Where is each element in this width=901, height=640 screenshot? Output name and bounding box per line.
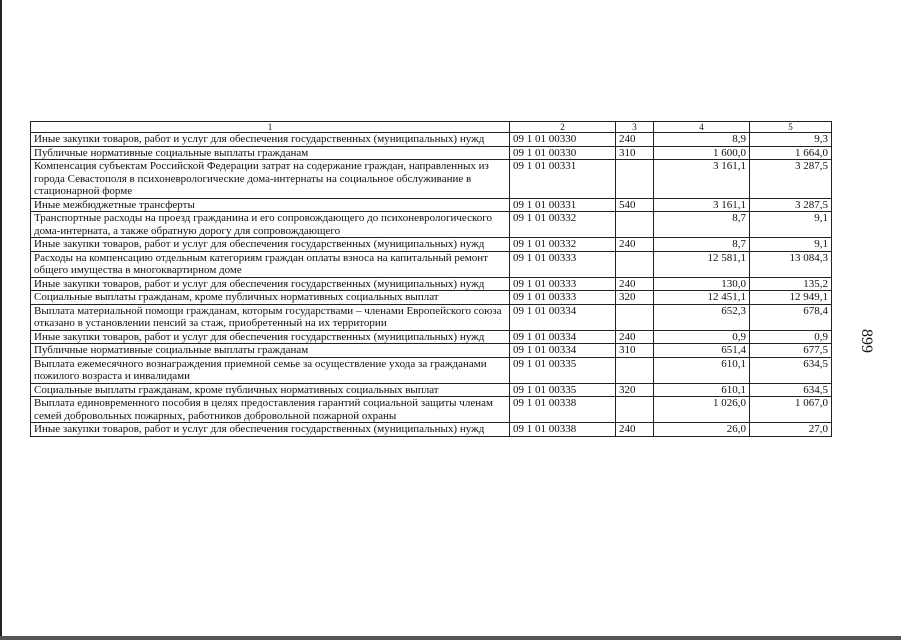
- amount-year2-cell: 678,4: [750, 304, 832, 330]
- expense-type-cell: 310: [616, 344, 654, 358]
- amount-year1-cell: 12 581,1: [654, 251, 750, 277]
- amount-year2-cell: 1 664,0: [750, 146, 832, 160]
- target-article-cell: 09 1 01 00338: [510, 397, 616, 423]
- target-article-cell: 09 1 01 00332: [510, 212, 616, 238]
- expense-name-cell: Иные межбюджетные трансферты: [31, 198, 510, 212]
- expense-name-cell: Публичные нормативные социальные выплаты гражданам: [31, 146, 510, 160]
- expense-type-cell: [616, 357, 654, 383]
- table-row: [31, 160, 832, 199]
- expense-type-cell: 540: [616, 198, 654, 212]
- amount-year2-cell: 9,1: [750, 212, 832, 238]
- expense-type-cell: 240: [616, 330, 654, 344]
- target-article-cell: 09 1 01 00333: [510, 251, 616, 277]
- amount-year2-cell: 1 067,0: [750, 397, 832, 423]
- expense-name-cell: Публичные нормативные социальные выплаты гражданам: [31, 344, 510, 358]
- target-article-cell: 09 1 01 00331: [510, 198, 616, 212]
- amount-year2-cell: 12 949,1: [750, 291, 832, 305]
- amount-year1-cell: 610,1: [654, 357, 750, 383]
- expense-name-cell: Социальные выплаты гражданам, кроме публичных нормативных социальных выплат: [31, 291, 510, 305]
- amount-year1-cell: 26,0: [654, 423, 750, 437]
- target-article-cell: 09 1 01 00338: [510, 423, 616, 437]
- table-body: [31, 133, 832, 437]
- amount-year1-cell: 8,7: [654, 212, 750, 238]
- amount-year1-cell: 652,3: [654, 304, 750, 330]
- expense-name-cell: Выплата ежемесячного вознаграждения приемной семье за осуществление ухода за гражданами пожилого возраста и инвалидами: [31, 357, 510, 383]
- table-row: [31, 146, 832, 160]
- target-article-cell: 09 1 01 00335: [510, 357, 616, 383]
- amount-year2-cell: 9,1: [750, 238, 832, 252]
- expense-name-cell: Иные закупки товаров, работ и услуг для обеспечения государственных (муниципальных) нужд: [31, 423, 510, 437]
- target-article-cell: 09 1 01 00334: [510, 344, 616, 358]
- table-row: [31, 383, 832, 397]
- table-row: [31, 330, 832, 344]
- expense-type-cell: [616, 251, 654, 277]
- amount-year1-cell: 8,9: [654, 133, 750, 147]
- amount-year2-cell: 135,2: [750, 277, 832, 291]
- expense-type-cell: 240: [616, 133, 654, 147]
- target-article-cell: 09 1 01 00334: [510, 330, 616, 344]
- expense-type-cell: 310: [616, 146, 654, 160]
- amount-year1-cell: 651,4: [654, 344, 750, 358]
- table-row: [31, 397, 832, 423]
- column-number: 2: [510, 122, 616, 133]
- amount-year2-cell: 677,5: [750, 344, 832, 358]
- target-article-cell: 09 1 01 00330: [510, 133, 616, 147]
- table-row: [31, 251, 832, 277]
- amount-year2-cell: 634,5: [750, 383, 832, 397]
- expense-name-cell: Расходы на компенсацию отдельным категориям граждан оплаты взноса на капитальный ремонт общего имущества в многоквартирном доме: [31, 251, 510, 277]
- expense-type-cell: [616, 212, 654, 238]
- amount-year2-cell: 13 084,3: [750, 251, 832, 277]
- column-number: 1: [31, 122, 510, 133]
- expense-name-cell: Выплата единовременного пособия в целях предоставления гарантий социальной защиты членам семей добровольных пожарных, работников добровольной пожарной охраны: [31, 397, 510, 423]
- expense-type-cell: 240: [616, 277, 654, 291]
- column-number-row: [31, 122, 832, 133]
- expense-type-cell: 320: [616, 383, 654, 397]
- column-number: 4: [654, 122, 750, 133]
- budget-table: [30, 121, 832, 437]
- target-article-cell: 09 1 01 00333: [510, 291, 616, 305]
- amount-year2-cell: 3 287,5: [750, 160, 832, 199]
- expense-type-cell: 240: [616, 238, 654, 252]
- column-number: 3: [616, 122, 654, 133]
- target-article-cell: 09 1 01 00335: [510, 383, 616, 397]
- target-article-cell: 09 1 01 00333: [510, 277, 616, 291]
- amount-year2-cell: 0,9: [750, 330, 832, 344]
- scan-left-edge: [0, 0, 2, 640]
- amount-year2-cell: 27,0: [750, 423, 832, 437]
- amount-year1-cell: 3 161,1: [654, 160, 750, 199]
- expense-type-cell: [616, 304, 654, 330]
- amount-year2-cell: 3 287,5: [750, 198, 832, 212]
- expense-type-cell: 240: [616, 423, 654, 437]
- table-row: [31, 304, 832, 330]
- table-row: [31, 212, 832, 238]
- table-row: [31, 133, 832, 147]
- scan-bottom-edge: [0, 636, 901, 640]
- table-row: [31, 291, 832, 305]
- expense-name-cell: Компенсация субъектам Российской Федерации затрат на содержание граждан, направленных из города Севастополя в психоневрологические дома-интернаты на социальное обслуживание в стационарной форме: [31, 160, 510, 199]
- amount-year1-cell: 610,1: [654, 383, 750, 397]
- target-article-cell: 09 1 01 00330: [510, 146, 616, 160]
- page-number: 899: [858, 329, 875, 353]
- amount-year1-cell: 1 026,0: [654, 397, 750, 423]
- amount-year1-cell: 3 161,1: [654, 198, 750, 212]
- expense-name-cell: Транспортные расходы на проезд гражданина и его сопровождающего до психоневрологического дома-интерната, а также обратную дорогу для сопровождающего: [31, 212, 510, 238]
- table-row: [31, 423, 832, 437]
- expense-name-cell: Иные закупки товаров, работ и услуг для обеспечения государственных (муниципальных) нужд: [31, 238, 510, 252]
- expense-name-cell: Социальные выплаты гражданам, кроме публичных нормативных социальных выплат: [31, 383, 510, 397]
- amount-year2-cell: 9,3: [750, 133, 832, 147]
- expense-name-cell: Иные закупки товаров, работ и услуг для обеспечения государственных (муниципальных) нужд: [31, 277, 510, 291]
- amount-year1-cell: 12 451,1: [654, 291, 750, 305]
- target-article-cell: 09 1 01 00332: [510, 238, 616, 252]
- table-row: [31, 357, 832, 383]
- amount-year2-cell: 634,5: [750, 357, 832, 383]
- expense-type-cell: 320: [616, 291, 654, 305]
- amount-year1-cell: 130,0: [654, 277, 750, 291]
- expense-name-cell: Выплата материальной помощи гражданам, которым государствами – членами Европейского союза отказано в установлении пенсий за стаж, приобретенный на их территории: [31, 304, 510, 330]
- expense-name-cell: Иные закупки товаров, работ и услуг для обеспечения государственных (муниципальных) нужд: [31, 330, 510, 344]
- amount-year1-cell: 8,7: [654, 238, 750, 252]
- amount-year1-cell: 1 600,0: [654, 146, 750, 160]
- expense-name-cell: Иные закупки товаров, работ и услуг для обеспечения государственных (муниципальных) нужд: [31, 133, 510, 147]
- expense-type-cell: [616, 160, 654, 199]
- table-row: [31, 344, 832, 358]
- amount-year1-cell: 0,9: [654, 330, 750, 344]
- table-row: [31, 238, 832, 252]
- target-article-cell: 09 1 01 00331: [510, 160, 616, 199]
- expense-type-cell: [616, 397, 654, 423]
- column-number: 5: [750, 122, 832, 133]
- table-row: [31, 198, 832, 212]
- table-row: [31, 277, 832, 291]
- target-article-cell: 09 1 01 00334: [510, 304, 616, 330]
